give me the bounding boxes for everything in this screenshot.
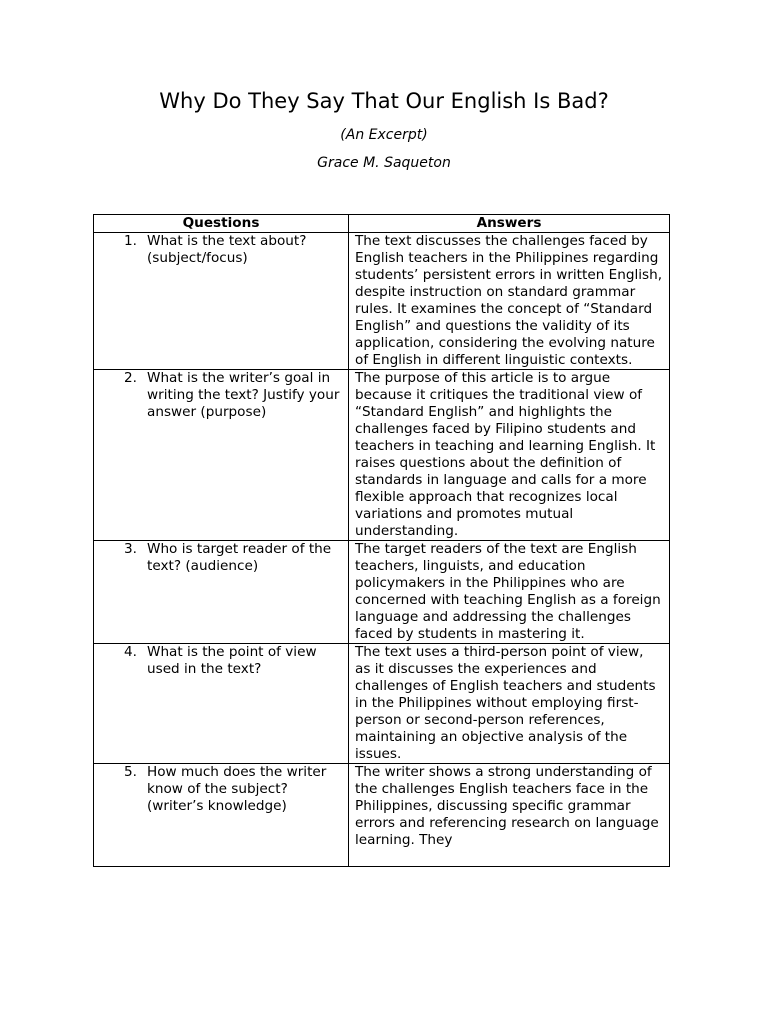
document-subtitle: (An Excerpt)	[340, 127, 428, 143]
question-text: How much does the writer know of the subject? (writer’s knowledge)	[147, 764, 327, 814]
table-row	[94, 233, 670, 370]
answer-cell: The purpose of this article is to argue because it critiques the traditional view of “Standard English” and highlights the challenges faced by Filipino students and teachers in teaching and learning English. It raises questions about the definition of standards in language and calls for a more flexible approach that recognizes local variations and promotes mutual understanding.	[349, 370, 670, 541]
question-cell	[94, 764, 349, 867]
table-header-row	[94, 215, 670, 233]
question-text: What is the text about? (subject/focus)	[147, 233, 307, 266]
answer-cell: The text uses a third-person point of view, as it discusses the experiences and challenges of English teachers and students in the Philippines without employing first-person or second-person references, maintaining an objective analysis of the issues.	[349, 644, 670, 764]
question-cell	[94, 541, 349, 644]
table-row	[94, 764, 670, 867]
answer-cell: The writer shows a strong understanding of the challenges English teachers face in the Philippines, discussing specific grammar errors and referencing research on language learning. They	[349, 764, 670, 867]
document-author: Grace M. Saqueton	[317, 155, 451, 171]
question-number: 5.	[124, 764, 137, 780]
question-number: 1.	[124, 233, 137, 249]
table-row	[94, 644, 670, 764]
table-row	[94, 370, 670, 541]
question-number: 3.	[124, 541, 137, 557]
question-cell	[94, 233, 349, 370]
question-cell	[94, 644, 349, 764]
question-number: 4.	[124, 644, 137, 660]
document-title: Why Do They Say That Our English Is Bad?	[159, 89, 609, 113]
question-text: Who is target reader of the text? (audience)	[147, 541, 332, 574]
answer-cell: The text discusses the challenges faced by English teachers in the Philippines regarding students’ persistent errors in written English, despite instruction on standard grammar rules. It examines the concept of “Standard English” and questions the validity of its application, considering the evolving nature of English in different linguistic contexts.	[349, 233, 670, 370]
answer-cell: The target readers of the text are English teachers, linguists, and education policymakers in the Philippines who are concerned with teaching English as a foreign language and addressing the challenges faced by students in mastering it.	[349, 541, 670, 644]
table-row	[94, 541, 670, 644]
question-text: What is the point of view used in the text?	[147, 644, 317, 677]
question-text: What is the writer’s goal in writing the text? Justify your answer (purpose)	[147, 370, 340, 420]
header-answers: Answers	[349, 215, 670, 233]
question-cell	[94, 370, 349, 541]
questions-answers-table	[93, 214, 670, 867]
question-number: 2.	[124, 370, 137, 386]
header-questions: Questions	[94, 215, 349, 233]
